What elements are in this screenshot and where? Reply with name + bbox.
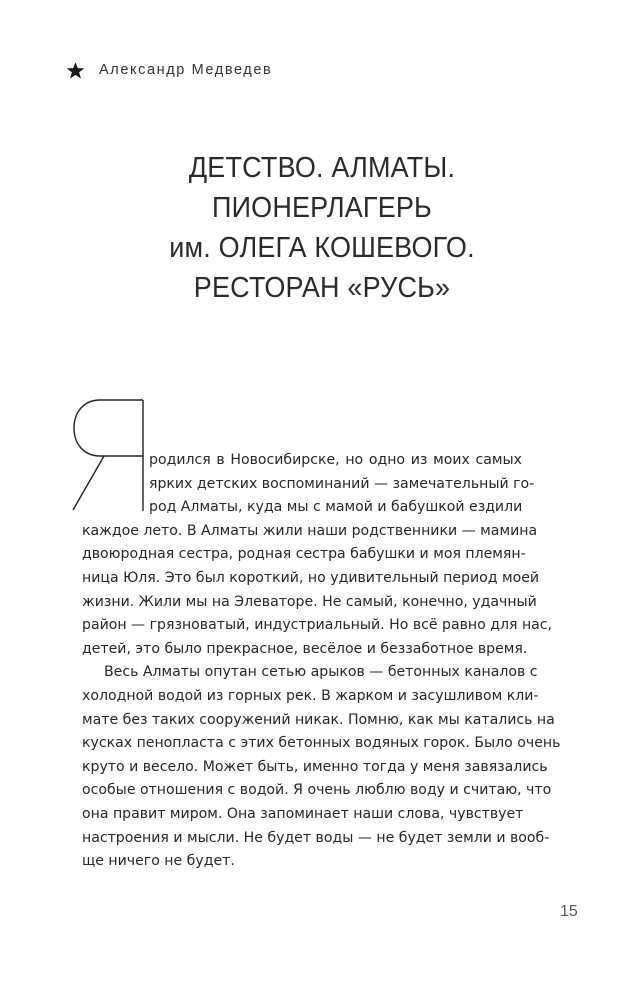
- text-line: холодной водой из горных рек. В жарком и засушливом кли-: [82, 687, 539, 704]
- text-line: кусках пенопласта с этих бетонных водяных горок. Было очень: [82, 735, 561, 752]
- chapter-title: [99, 148, 545, 308]
- text-line: двоюродная сестра, родная сестра бабушки и моя племян-: [82, 546, 526, 563]
- text-line: особые отношения с водой. Я очень люблю воду и считаю, что: [82, 782, 552, 799]
- text-line: настроения и мысли. Не будет воды — не будет земли и вооб-: [82, 829, 550, 846]
- page-number: 15: [560, 903, 578, 920]
- chapter-title-line: ДЕТСТВО. АЛМАТЫ.: [188, 152, 456, 184]
- running-head: [66, 58, 272, 82]
- text-line: детей, это было прекрасное, весёлое и беззаботное время.: [82, 640, 528, 657]
- text-line: круто и весело. Может быть, именно тогда у меня завязались: [82, 758, 548, 775]
- star-icon: [66, 61, 85, 80]
- text-line: каждое лето. В Алматы жили наши родственники — мамина: [82, 522, 538, 539]
- text-line: ница Юля. Это был короткий, но удивительный период моей: [82, 569, 540, 586]
- body-text: [82, 449, 561, 874]
- text-line: она правит миром. Она запоминает наши слова, чувствует: [82, 805, 524, 822]
- text-line: район — грязноватый, индустриальный. Но всё равно для нас,: [82, 617, 553, 634]
- chapter-title-line: им. ОЛЕГА КОШЕВОГО.: [169, 232, 475, 264]
- text-line: ярких детских воспоминаний — замечательный го-: [149, 475, 535, 492]
- text-line: родился в Новосибирске, но одно из моих самых: [149, 452, 522, 468]
- text-line: жизни. Жили мы на Элеваторе. Не самый, конечно, удачный: [82, 593, 537, 610]
- text-line: ще ничего не будет.: [82, 853, 235, 870]
- text-line: Весь Алматы опутан сетью арыков — бетонных каналов с: [104, 664, 538, 681]
- chapter-title-line: ПИОНЕРЛАГЕРЬ: [212, 192, 432, 224]
- author-name: Александр Медведев: [99, 62, 273, 78]
- text-line: род Алматы, куда мы с мамой и бабушкой ездили: [149, 499, 523, 516]
- text-line: мате без таких сооружений никак. Помню, как мы катались на: [82, 711, 555, 728]
- chapter-title-line: РЕСТОРАН «РУСЬ»: [193, 272, 451, 304]
